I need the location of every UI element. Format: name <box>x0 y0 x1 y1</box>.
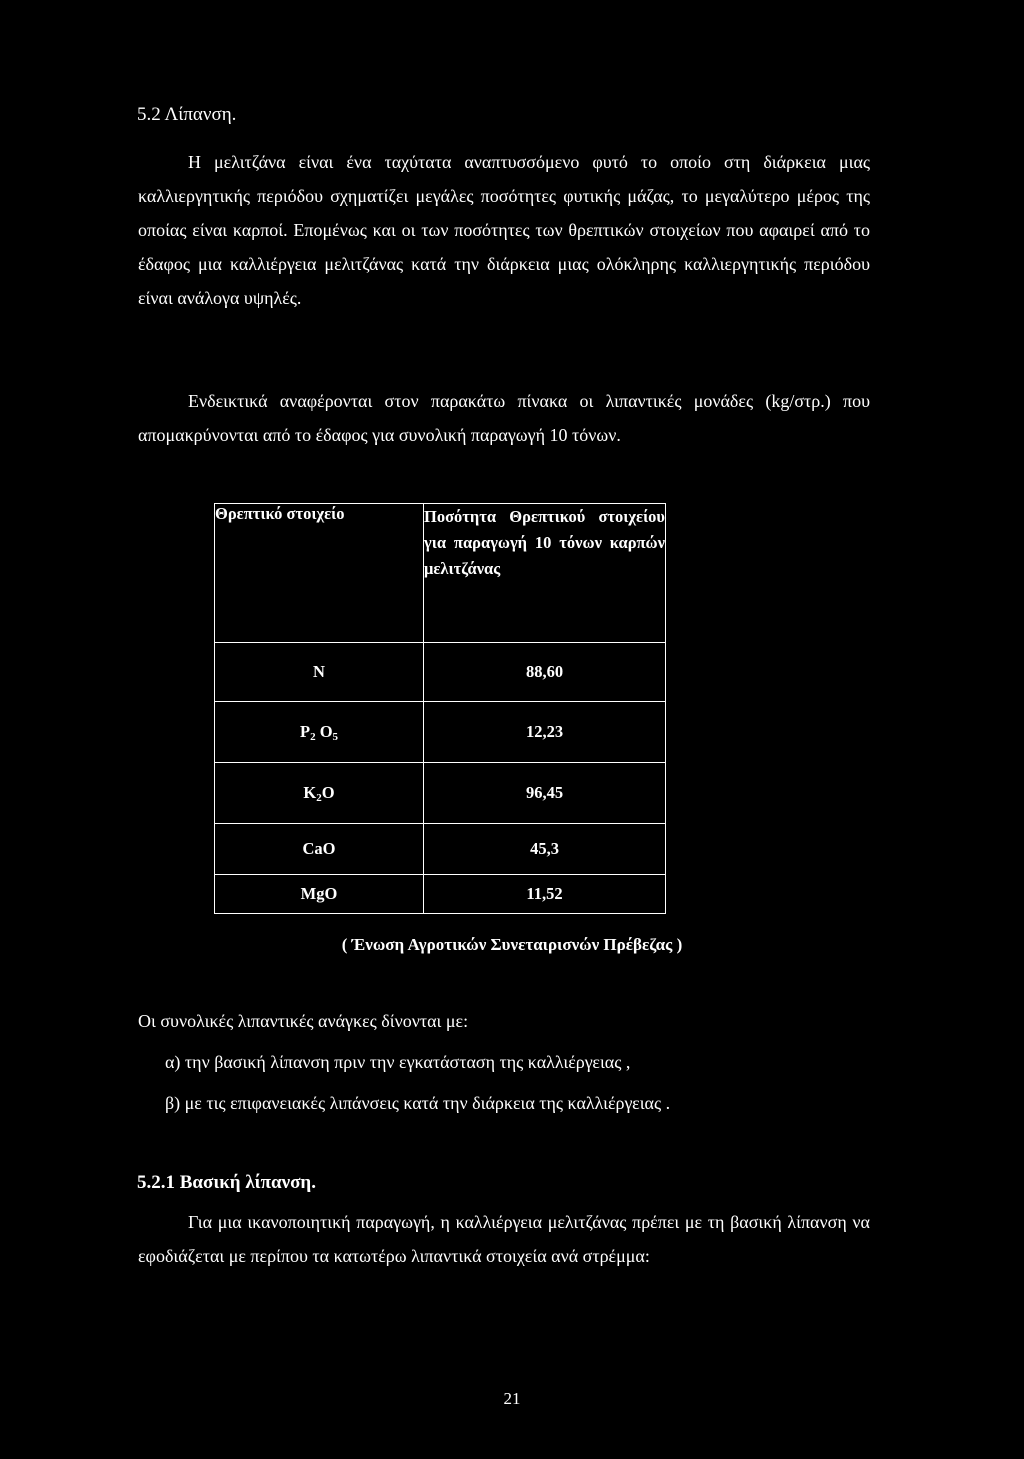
header-nutrient-element: Θρεπτικό στοιχείο <box>215 504 424 643</box>
subsection-heading: 5.2.1 Βασική λίπανση. <box>137 1172 316 1193</box>
nutrient-removal-table <box>214 503 666 914</box>
needs-intro: Οι συνολικές λιπαντικές ανάγκες δίνονται με: <box>138 1011 469 1031</box>
table-row <box>215 702 666 763</box>
table-row <box>215 763 666 824</box>
element-symbol: K <box>303 782 317 802</box>
cell-element <box>215 702 424 763</box>
table-row <box>215 875 666 914</box>
subsection-paragraph: Για μια ικανοποιητική παραγωγή, η καλλιέργεια μελιτζάνας πρέπει με τη βασική λίπανση να εφοδιάζεται με περίπου τα κατωτέρω λιπαντικά στοιχεία ανά στρέμμα: <box>138 1212 870 1266</box>
cell-element: CaO <box>215 824 424 875</box>
element-subscript: 5 <box>332 730 339 743</box>
element-symbol: O <box>321 782 335 802</box>
intro-paragraph: Η μελιτζάνα είναι ένα ταχύτατα αναπτυσσόμενο φυτό το οποίο στη διάρκεια μιας καλλιεργητικής περιόδου σχηματίζει μεγάλες ποσότητες φυτικής μάζας, το μεγαλύτερο μέρος της οποίας είναι καρποί. Επομένως και οι των ποσότητες των θρεπτικών στοιχείων που αφαιρεί από το έδαφος μια καλλιέργεια μελιτζάνας κατά την διάρκεια μιας ολόκληρης καλλιεργητικής περιόδου είναι ανάλογα υψηλές. <box>138 152 870 308</box>
cell-value: 45,3 <box>424 824 666 875</box>
element-symbol: O <box>315 721 333 741</box>
cell-element: N <box>215 643 424 702</box>
cell-value: 88,60 <box>424 643 666 702</box>
cell-element: MgO <box>215 875 424 914</box>
cell-value: 96,45 <box>424 763 666 824</box>
table-intro-paragraph: Ενδεικτικά αναφέρονται στον παρακάτω πίνακα οι λιπαντικές μονάδες (kg/στρ.) που απομακρύνονται από το έδαφος για συνολική παραγωγή 10 τόνων. <box>138 391 870 445</box>
table-header-row <box>215 504 666 643</box>
element-symbol: P <box>299 721 311 741</box>
cell-value: 12,23 <box>424 702 666 763</box>
header-nutrient-quantity: Ποσότητα Θρεπτικού στοιχείου για παραγωγή 10 τόνων καρπών μελιτζάνας <box>424 504 666 643</box>
table-row <box>215 643 666 702</box>
cell-value: 11,52 <box>424 875 666 914</box>
needs-item-a: α) την βασική λίπανση πριν την εγκατάσταση της καλλιέργειας , <box>165 1052 631 1072</box>
table-source-note: ( Ένωση Αγροτικών Συνεταιρισνών Πρέβεζας ) <box>341 935 683 954</box>
element-subscript: 2 <box>310 730 316 743</box>
page-number: 21 <box>503 1389 521 1408</box>
needs-item-b: β) με τις επιφανειακές λιπάνσεις κατά την διάρκεια της καλλιέργειας . <box>165 1093 671 1113</box>
section-heading: 5.2 Λίπανση. <box>137 104 237 125</box>
table-row <box>215 824 666 875</box>
element-subscript: 2 <box>316 791 322 804</box>
cell-element <box>215 763 424 824</box>
